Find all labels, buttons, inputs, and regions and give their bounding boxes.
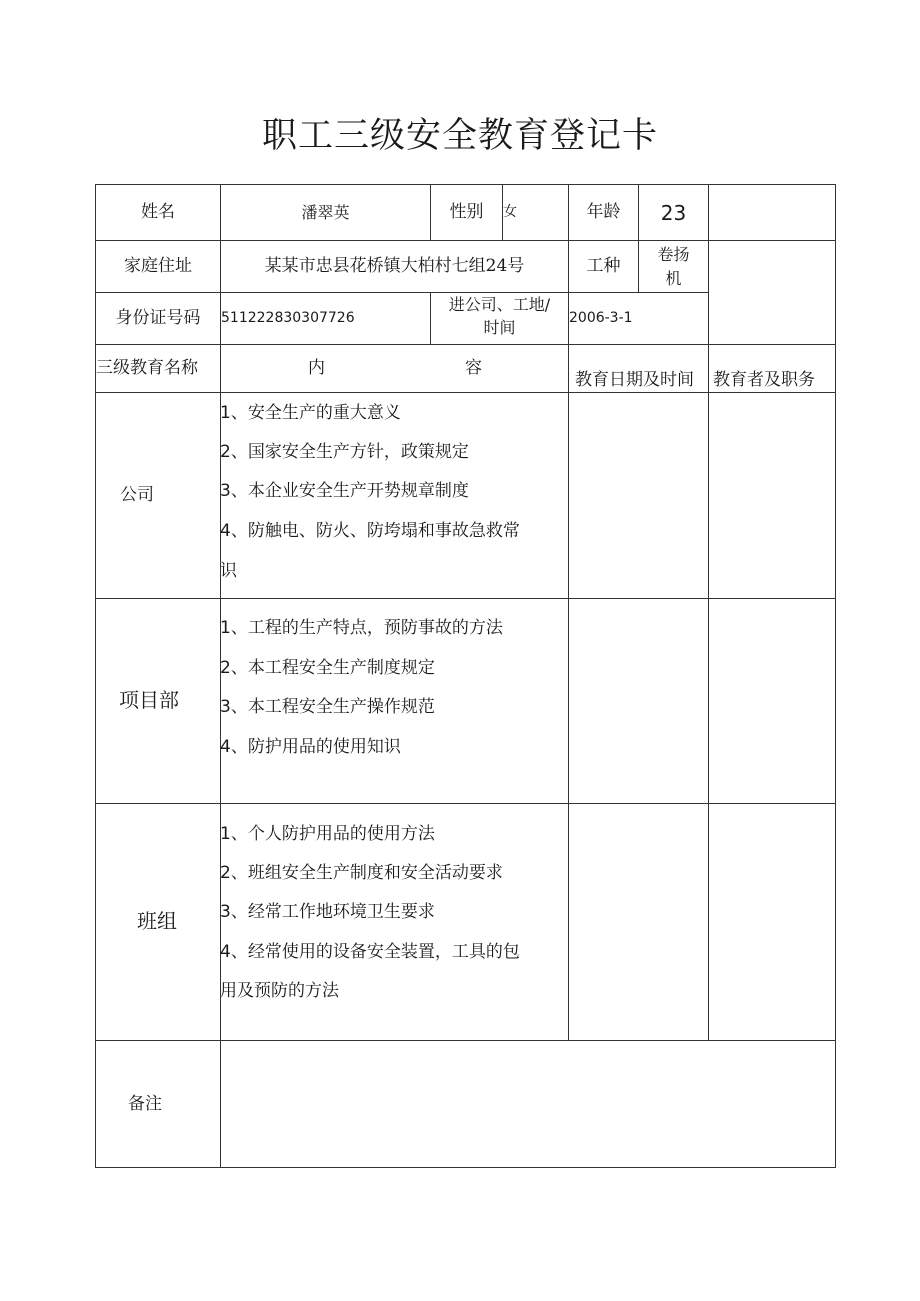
column-divider <box>568 344 569 1040</box>
row-divider <box>95 803 836 804</box>
section-company-name: 公司 <box>120 485 154 505</box>
section-team-item: 用及预防的方法 <box>220 981 339 1001</box>
section-project-item: 2、本工程安全生产制度规定 <box>220 658 435 678</box>
row-divider <box>95 1040 836 1041</box>
id-label: 身份证号码 <box>115 308 201 328</box>
age-label: 年龄 <box>586 202 621 222</box>
address-value: 某某市忠县花桥镇大柏村七组24号 <box>264 256 525 276</box>
section-company-item: 1、安全生产的重大意义 <box>220 403 401 423</box>
gender-label: 性别 <box>449 202 484 222</box>
section-company-item: 3、本企业安全生产开势规章制度 <box>220 481 469 501</box>
job-value-line-2: 机 <box>665 269 682 288</box>
section-project-item: 3、本工程安全生产操作规范 <box>220 697 435 717</box>
row-divider <box>95 598 836 599</box>
job-value-line-1: 卷扬 <box>657 245 690 264</box>
column-divider <box>708 344 709 1040</box>
address-label: 家庭住址 <box>124 256 192 276</box>
id-value: 511222830307726 <box>221 310 355 326</box>
section-team-item: 4、经常使用的设备安全装置，工具的包 <box>220 942 520 962</box>
section-team-item: 3、经常工作地环境卫生要求 <box>220 902 435 922</box>
date-time-header: 教育日期及时间 <box>575 370 694 390</box>
column-divider <box>708 184 709 344</box>
section-company-item: 2、国家安全生产方针，政策规定 <box>220 442 469 462</box>
section-team-item: 1、个人防护用品的使用方法 <box>220 824 435 844</box>
section-project-item: 1、工程的生产特点，预防事故的方法 <box>220 618 503 638</box>
job-label: 工种 <box>586 256 621 276</box>
age-value: 23 <box>660 201 687 225</box>
row-divider <box>95 392 836 393</box>
entry-label-line-1: 进公司、工地/ <box>448 295 551 314</box>
section-team-item: 2、班组安全生产制度和安全活动要求 <box>220 863 503 883</box>
name-value: 潘翠英 <box>301 203 350 222</box>
level-name-header: 三级教育名称 <box>96 358 198 378</box>
section-project-name: 项目部 <box>119 688 179 712</box>
section-project-item: 4、防护用品的使用知识 <box>220 737 401 757</box>
row-divider <box>95 240 836 241</box>
name-label: 姓名 <box>141 202 175 222</box>
page-title: 职工三级安全教育登记卡 <box>261 116 658 156</box>
content-header-1: 内 <box>308 358 325 378</box>
gender-value: 女 <box>503 204 517 220</box>
section-company-item: 识 <box>220 561 237 581</box>
entry-label-line-2: 时间 <box>483 318 516 337</box>
educator-header: 教育者及职务 <box>713 370 815 390</box>
content-header-2: 容 <box>465 358 482 378</box>
section-team-name: 班组 <box>137 909 177 933</box>
row-divider <box>95 344 836 345</box>
entry-value: 2006-3-1 <box>569 310 633 326</box>
remarks-label: 备注 <box>128 1094 162 1114</box>
section-company-item: 4、防触电、防火、防垮塌和事故急救常 <box>220 521 520 541</box>
row-divider <box>95 292 708 293</box>
